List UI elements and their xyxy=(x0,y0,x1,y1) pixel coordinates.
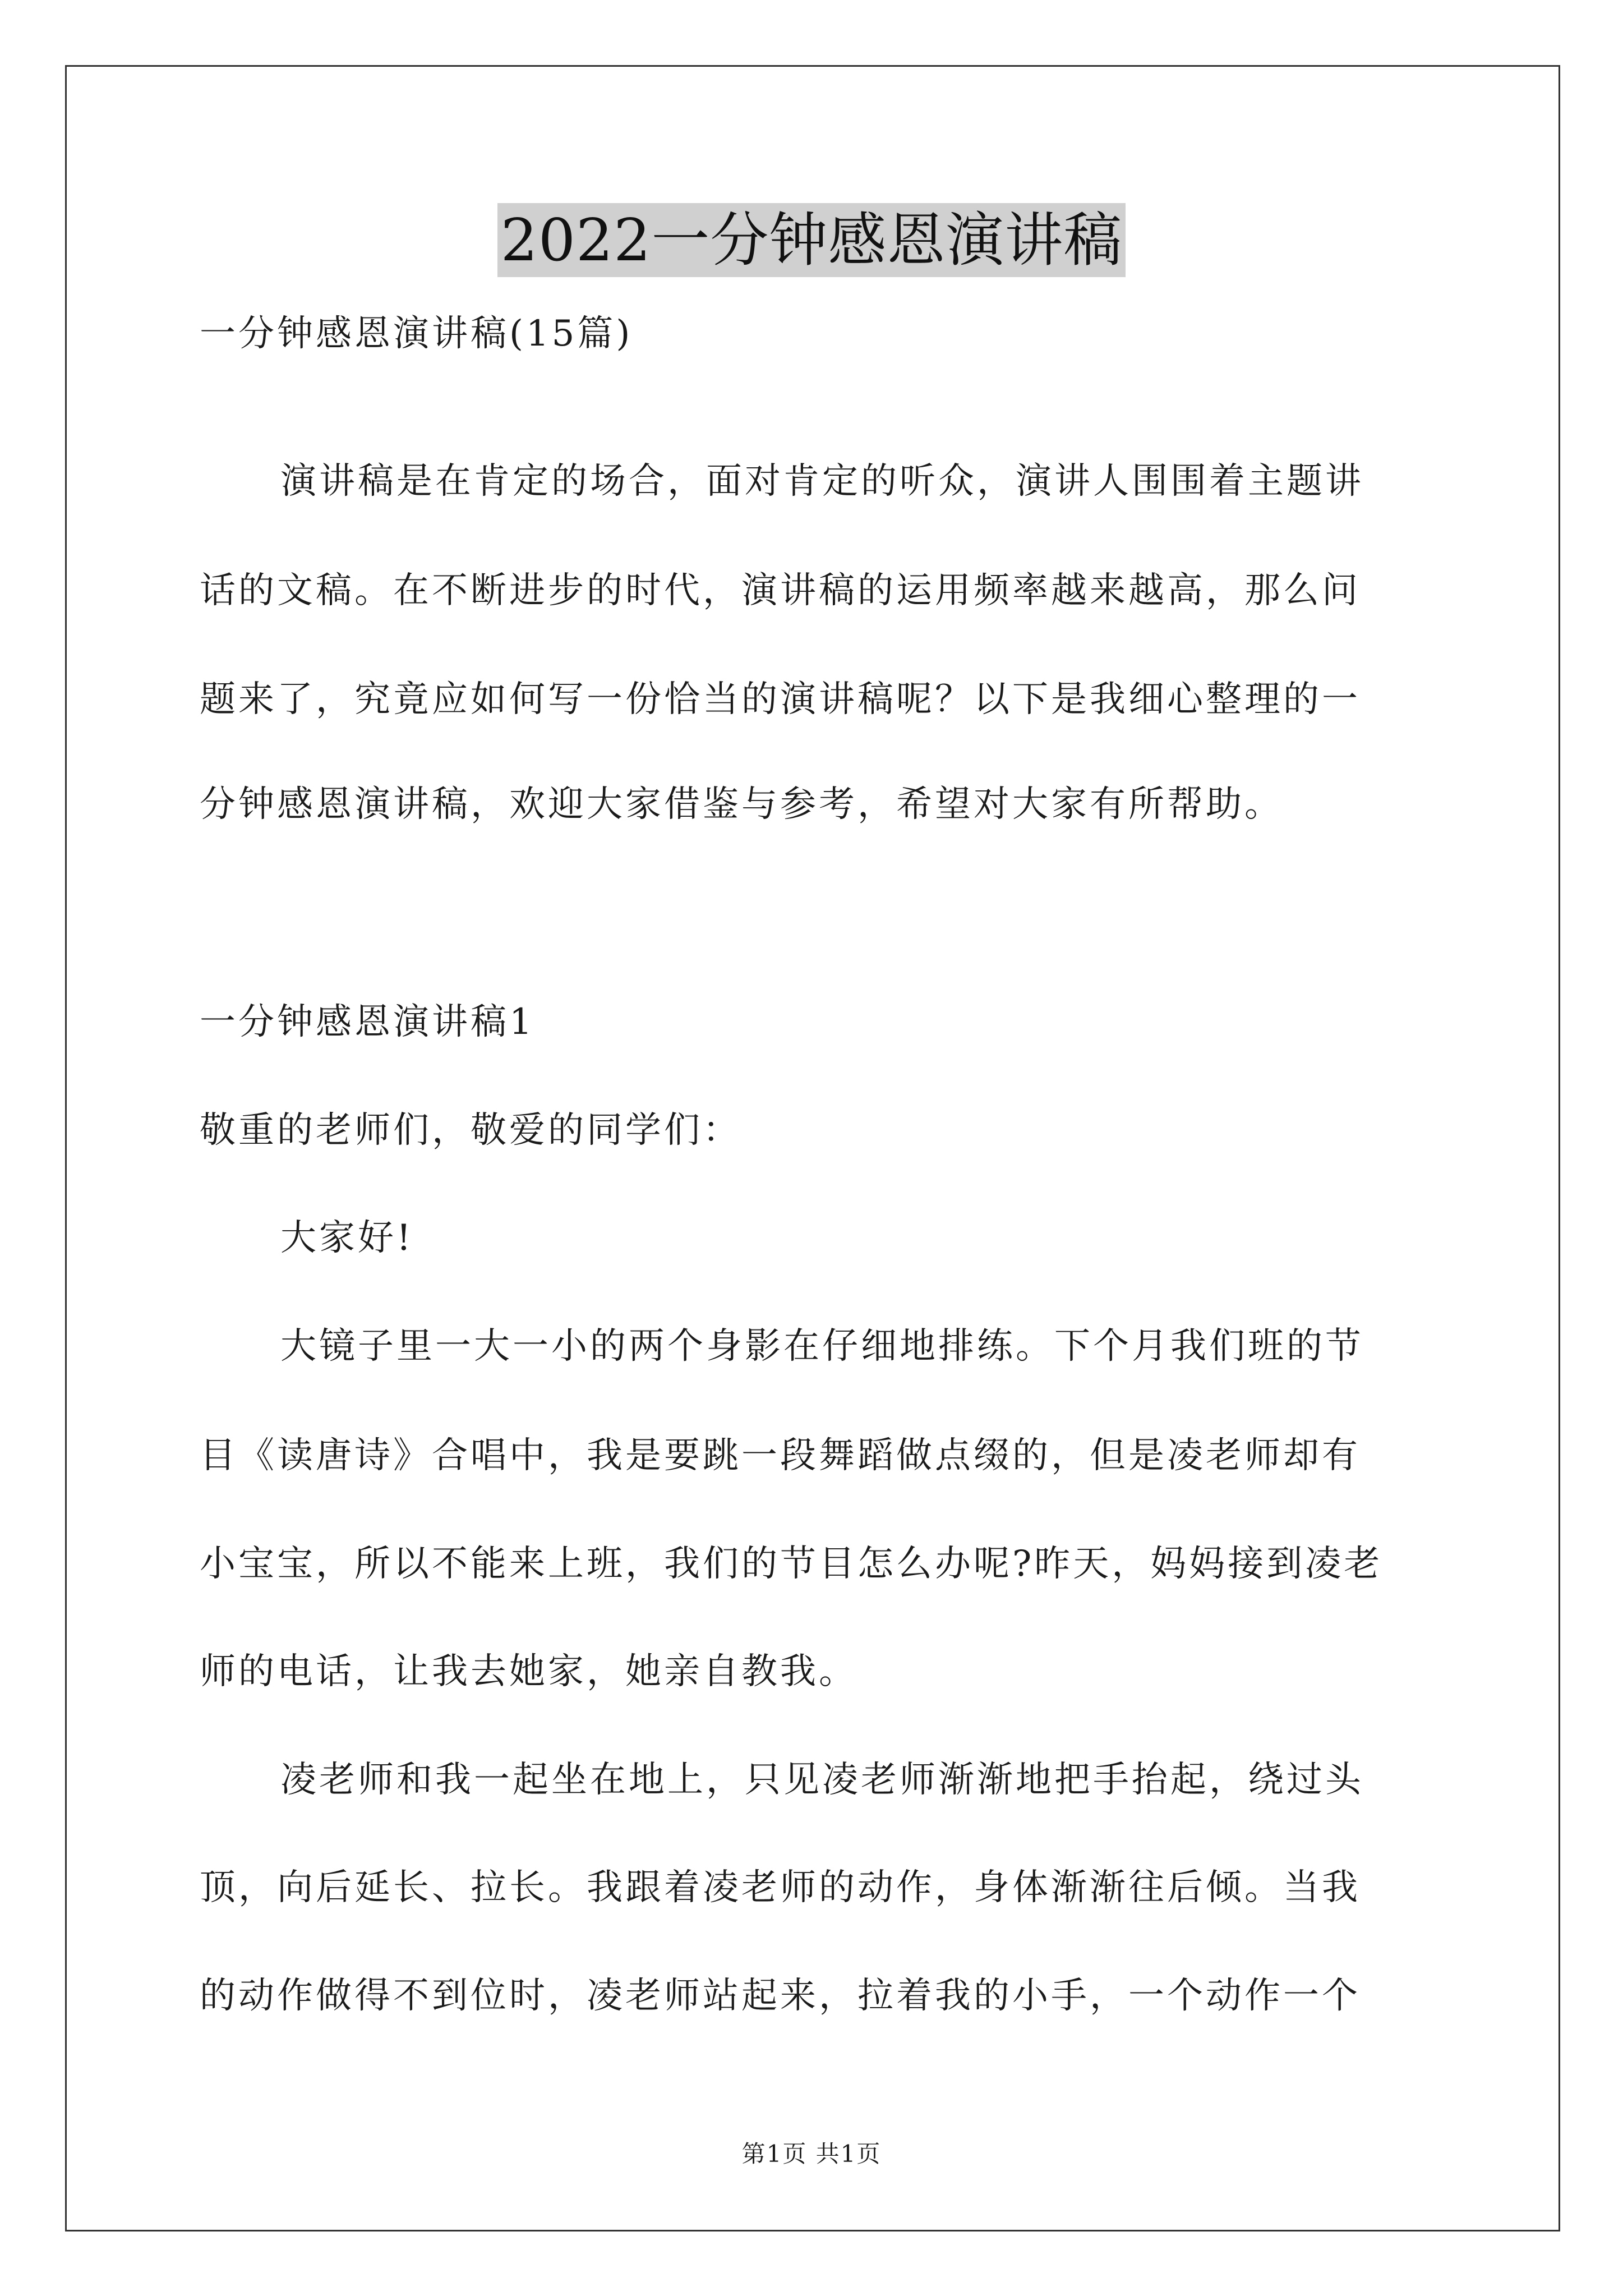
paragraph1-line-2: 目《读唐诗》合唱中，我是要跳一段舞蹈做点缀的，但是凌老师却有 xyxy=(200,1435,1361,1476)
section-heading: 一分钟感恩演讲稿1 xyxy=(200,1001,535,1043)
intro-line-1: 演讲稿是在肯定的场合，面对肯定的听众，演讲人围围着主题讲 xyxy=(280,461,1364,502)
greeting: 大家好! xyxy=(280,1217,414,1259)
paragraph1-line-4: 师的电话，让我去她家，她亲自教我。 xyxy=(200,1651,857,1692)
subtitle: 一分钟感恩演讲稿(15篇) xyxy=(200,313,633,355)
paragraph2-line-2: 顶，向后延长、拉长。我跟着凌老师的动作，身体渐渐往后倾。当我 xyxy=(200,1867,1361,1908)
title-container xyxy=(0,203,1623,277)
paragraph2-line-3: 的动作做得不到位时，凌老师站起来，拉着我的小手，一个动作一个 xyxy=(200,1975,1361,2017)
paragraph1-line-3: 小宝宝，所以不能来上班，我们的节目怎么办呢?昨天，妈妈接到凌老 xyxy=(200,1543,1383,1585)
intro-line-3: 题来了，究竟应如何写一份恰当的演讲稿呢？以下是我细心整理的一 xyxy=(200,679,1361,720)
document-title: 2022一分钟感恩演讲稿 xyxy=(497,203,1126,277)
intro-line-2: 话的文稿。在不断进步的时代，演讲稿的运用频率越来越高，那么问 xyxy=(200,570,1361,611)
page-footer: 第1页 共1页 xyxy=(741,2140,882,2168)
salutation: 敬重的老师们，敬爱的同学们： xyxy=(200,1110,741,1151)
paragraph1-line-1: 大镜子里一大一小的两个身影在仔细地排练。下个月我们班的节 xyxy=(280,1326,1364,1367)
paragraph2-line-1: 凌老师和我一起坐在地上，只见凌老师渐渐地把手抬起，绕过头 xyxy=(280,1759,1364,1801)
intro-line-4: 分钟感恩演讲稿，欢迎大家借鉴与参考，希望对大家有所帮助。 xyxy=(200,784,1283,825)
